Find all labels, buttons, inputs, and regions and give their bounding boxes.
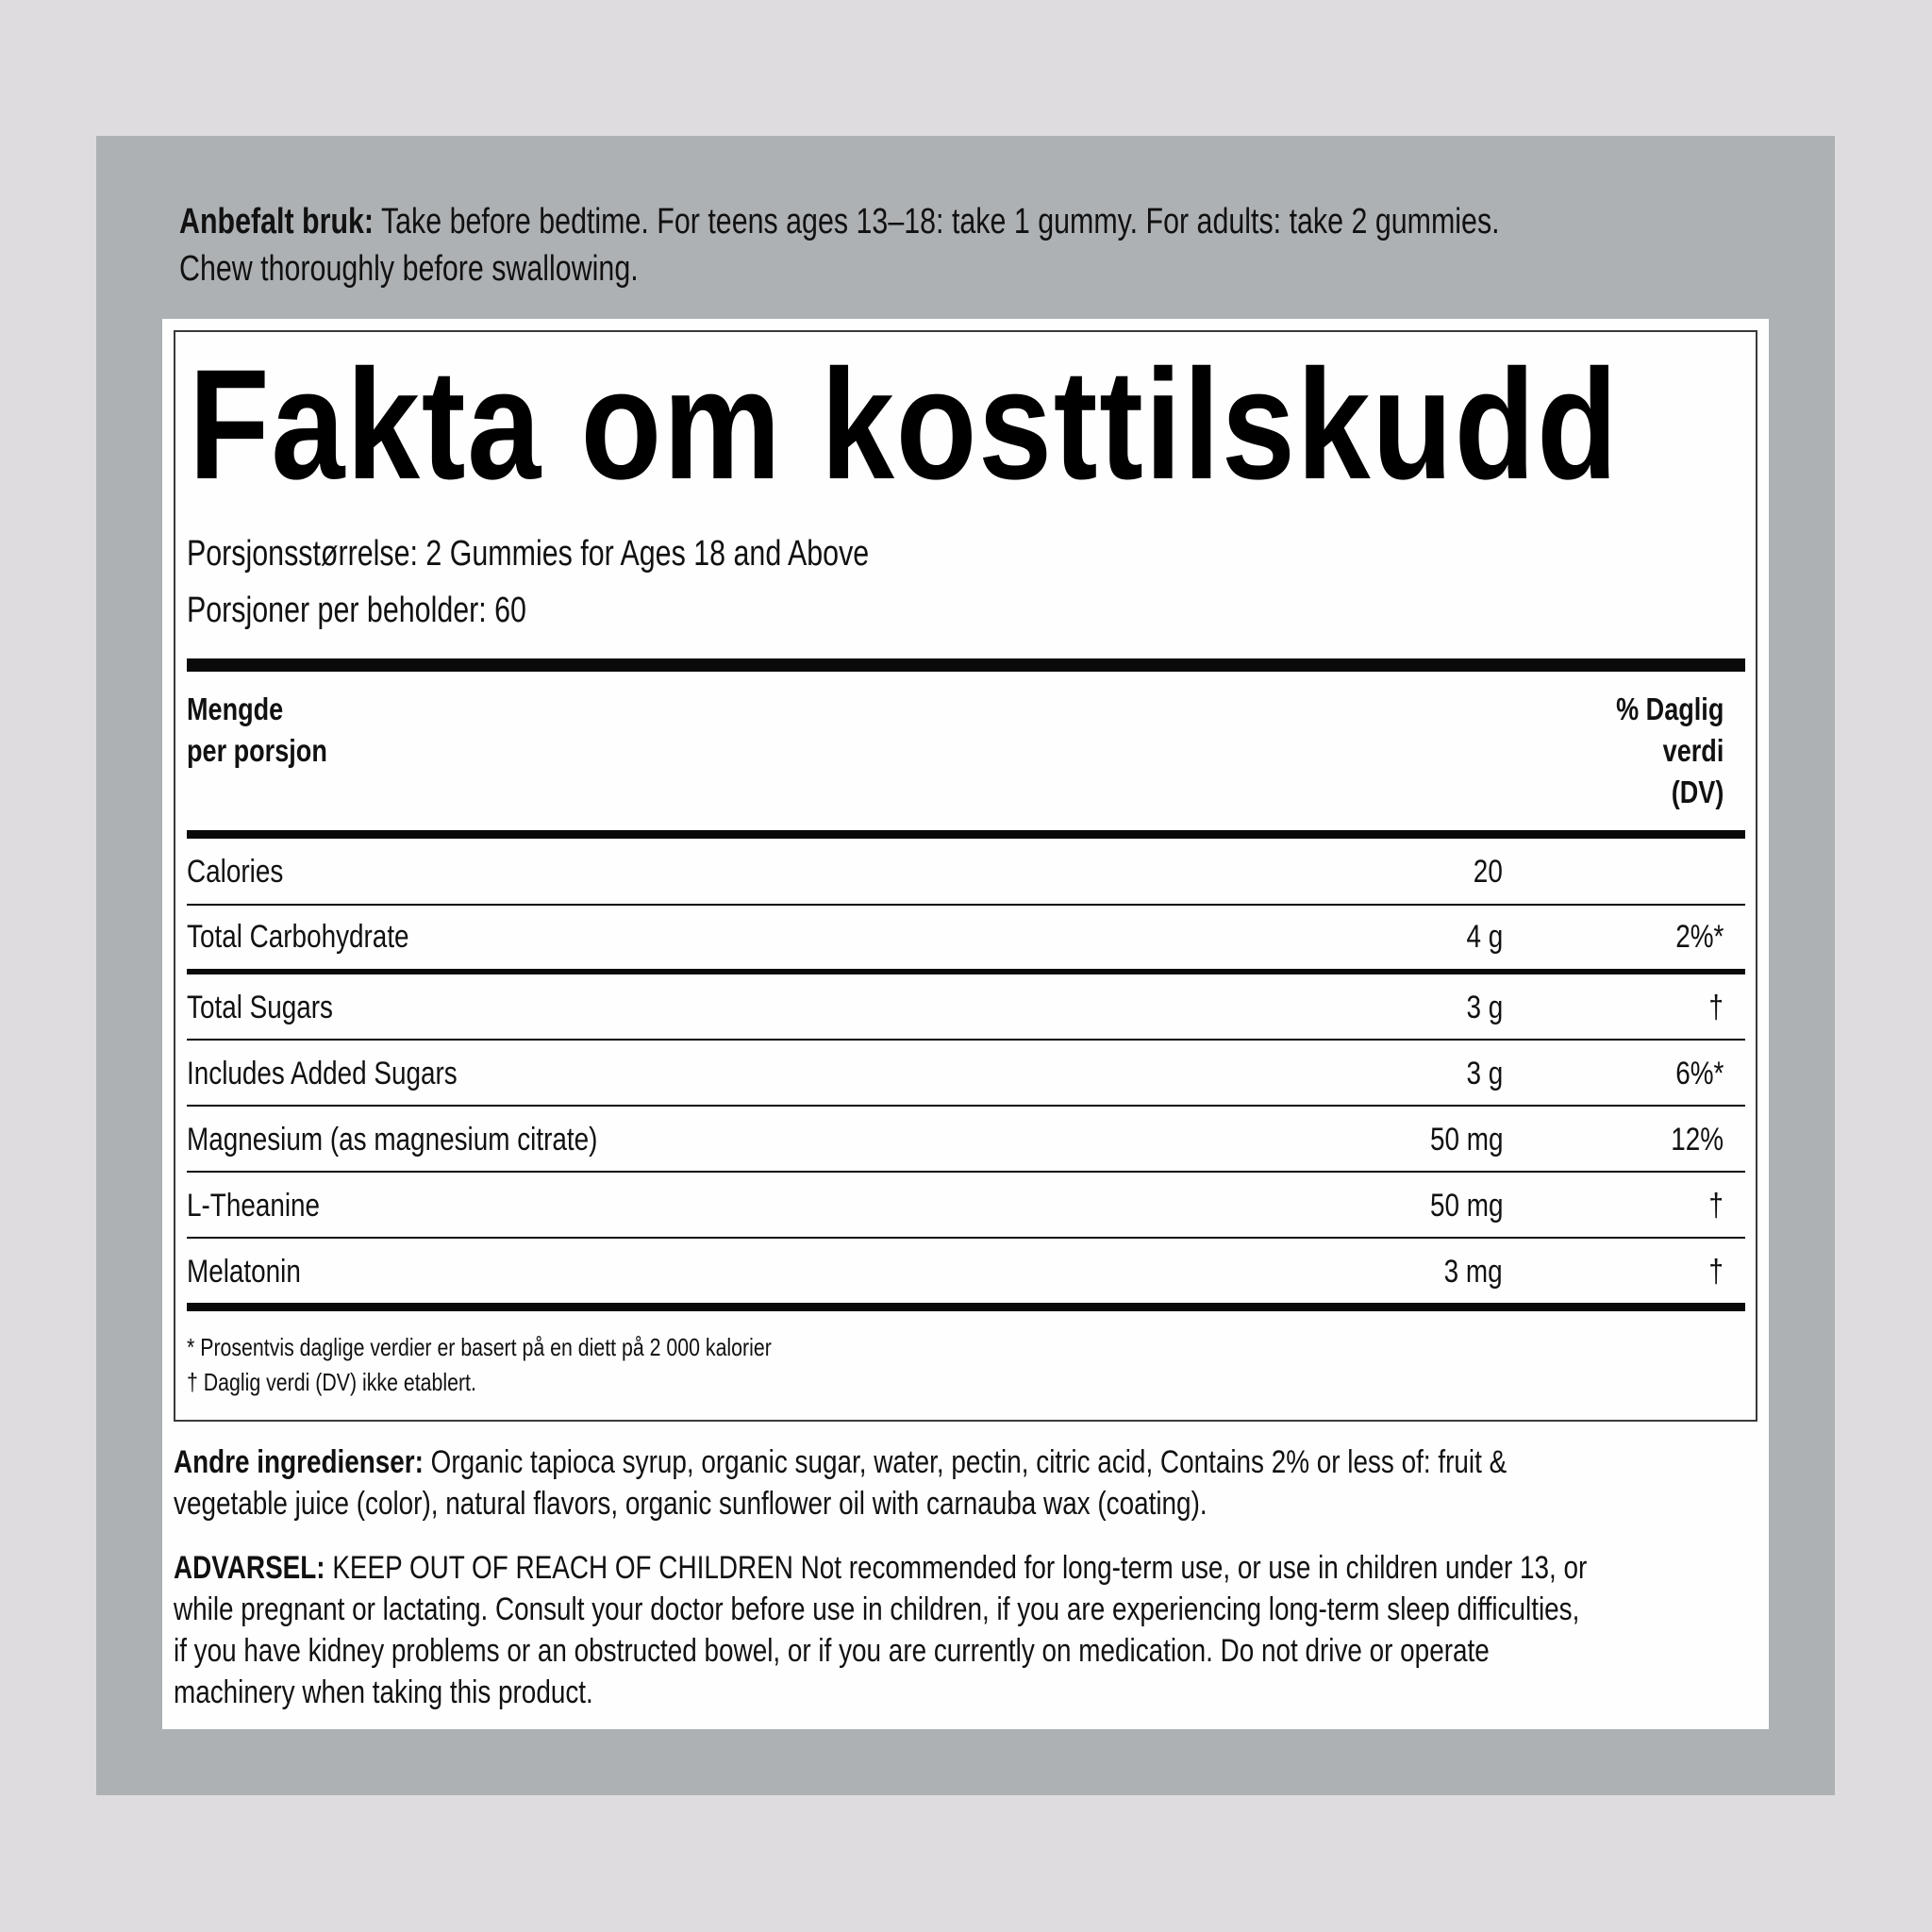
nutrient-row-total-carbohydrate (187, 906, 1745, 969)
nutrient-dv: † (1708, 1188, 1724, 1224)
nutrient-row-l-theanine (187, 1173, 1745, 1238)
dv-header-line-1: % Daglig (1615, 691, 1724, 726)
nutrient-amount: 3 g (1466, 990, 1503, 1025)
nutrient-amount: 20 (1473, 854, 1503, 890)
label-card (162, 319, 1769, 1729)
warning (174, 1547, 1758, 1713)
serving-size: Porsjonsstørrelse: 2 Gummies for Ages 18 and Above (187, 534, 870, 574)
nutrient-amount: 3 g (1466, 1056, 1503, 1091)
nutrient-dv: 6%* (1674, 1056, 1724, 1091)
nutrient-dv: 2%* (1674, 919, 1724, 955)
warning-label: ADVARSEL: (174, 1550, 325, 1586)
nutrient-row-added-sugars (187, 1041, 1745, 1106)
nutrient-row-magnesium (187, 1107, 1745, 1172)
recommended-use-text-1: Take before bedtime. For teens ages 13–18: take 1 gummy. For adults: take 2 gummies. (374, 202, 1500, 242)
other-ingredients (174, 1441, 1758, 1524)
nutrient-amount: 50 mg (1429, 1122, 1503, 1158)
thick-divider (187, 658, 1745, 672)
warning-text-4: machinery when taking this product. (174, 1674, 593, 1710)
warning-text-3: if you have kidney problems or an obstructed bowel, or if you are currently on medication. Do not drive or operate (174, 1633, 1490, 1669)
footnote-percent-dv: * Prosentvis daglige verdier er basert på en diett på 2 000 kalorier (187, 1333, 772, 1361)
nutrient-row-total-sugars (187, 974, 1745, 1040)
amount-header-line-1: Mengde (187, 691, 284, 726)
daily-value-header (1616, 689, 1724, 813)
nutrient-name: L-Theanine (187, 1188, 321, 1224)
warning-text-2: while pregnant or lactating. Consult your doctor before use in children, if you are experiencing long-term sleep difficulties, (174, 1591, 1580, 1627)
nutrient-amount: 50 mg (1429, 1188, 1503, 1224)
nutrient-name: Total Carbohydrate (187, 919, 409, 955)
nutrient-name: Magnesium (as magnesium citrate) (187, 1122, 598, 1158)
recommended-use-text-2: Chew thoroughly before swallowing. (179, 249, 639, 289)
header-divider (187, 830, 1745, 839)
bottom-thick-divider (187, 1303, 1745, 1311)
recommended-use-label: Anbefalt bruk: (179, 202, 375, 242)
amount-header-line-2: per porsjon (187, 733, 327, 768)
other-ingredients-label: Andre ingredienser: (174, 1444, 424, 1480)
nutrient-row-calories (187, 839, 1745, 904)
amount-per-serving-header (187, 689, 327, 772)
nutrient-name: Total Sugars (187, 990, 333, 1025)
footnote-dv-not-established: † Daglig verdi (DV) ikke etablert. (187, 1368, 476, 1396)
nutrient-dv: 12% (1671, 1122, 1724, 1158)
nutrient-amount: 4 g (1466, 919, 1503, 955)
other-ingredients-text-2: vegetable juice (color), natural flavors, organic sunflower oil with carnauba wax (coating). (174, 1486, 1208, 1522)
warning-text-1: KEEP OUT OF REACH OF CHILDREN Not recommended for long-term use, or use in children under 13, or (325, 1550, 1588, 1586)
nutrient-name: Melatonin (187, 1254, 301, 1290)
dv-header-line-3: (DV) (1671, 774, 1724, 809)
nutrient-name: Calories (187, 854, 284, 890)
nutrient-dv: † (1708, 1254, 1724, 1290)
servings-per-container: Porsjoner per beholder: 60 (187, 591, 526, 630)
other-ingredients-text-1: Organic tapioca syrup, organic sugar, water, pectin, citric acid, Contains 2% or less of: fruit & (423, 1444, 1507, 1480)
nutrient-row-melatonin (187, 1239, 1745, 1304)
nutrient-dv: † (1708, 990, 1724, 1025)
recommended-use (179, 198, 1830, 292)
facts-title: Fakta om kosttilskudd (189, 338, 1620, 512)
supplement-facts-box (174, 330, 1757, 1422)
nutrient-name: Includes Added Sugars (187, 1056, 458, 1091)
nutrient-amount: 3 mg (1444, 1254, 1503, 1290)
dv-header-line-2: verdi (1662, 733, 1724, 768)
